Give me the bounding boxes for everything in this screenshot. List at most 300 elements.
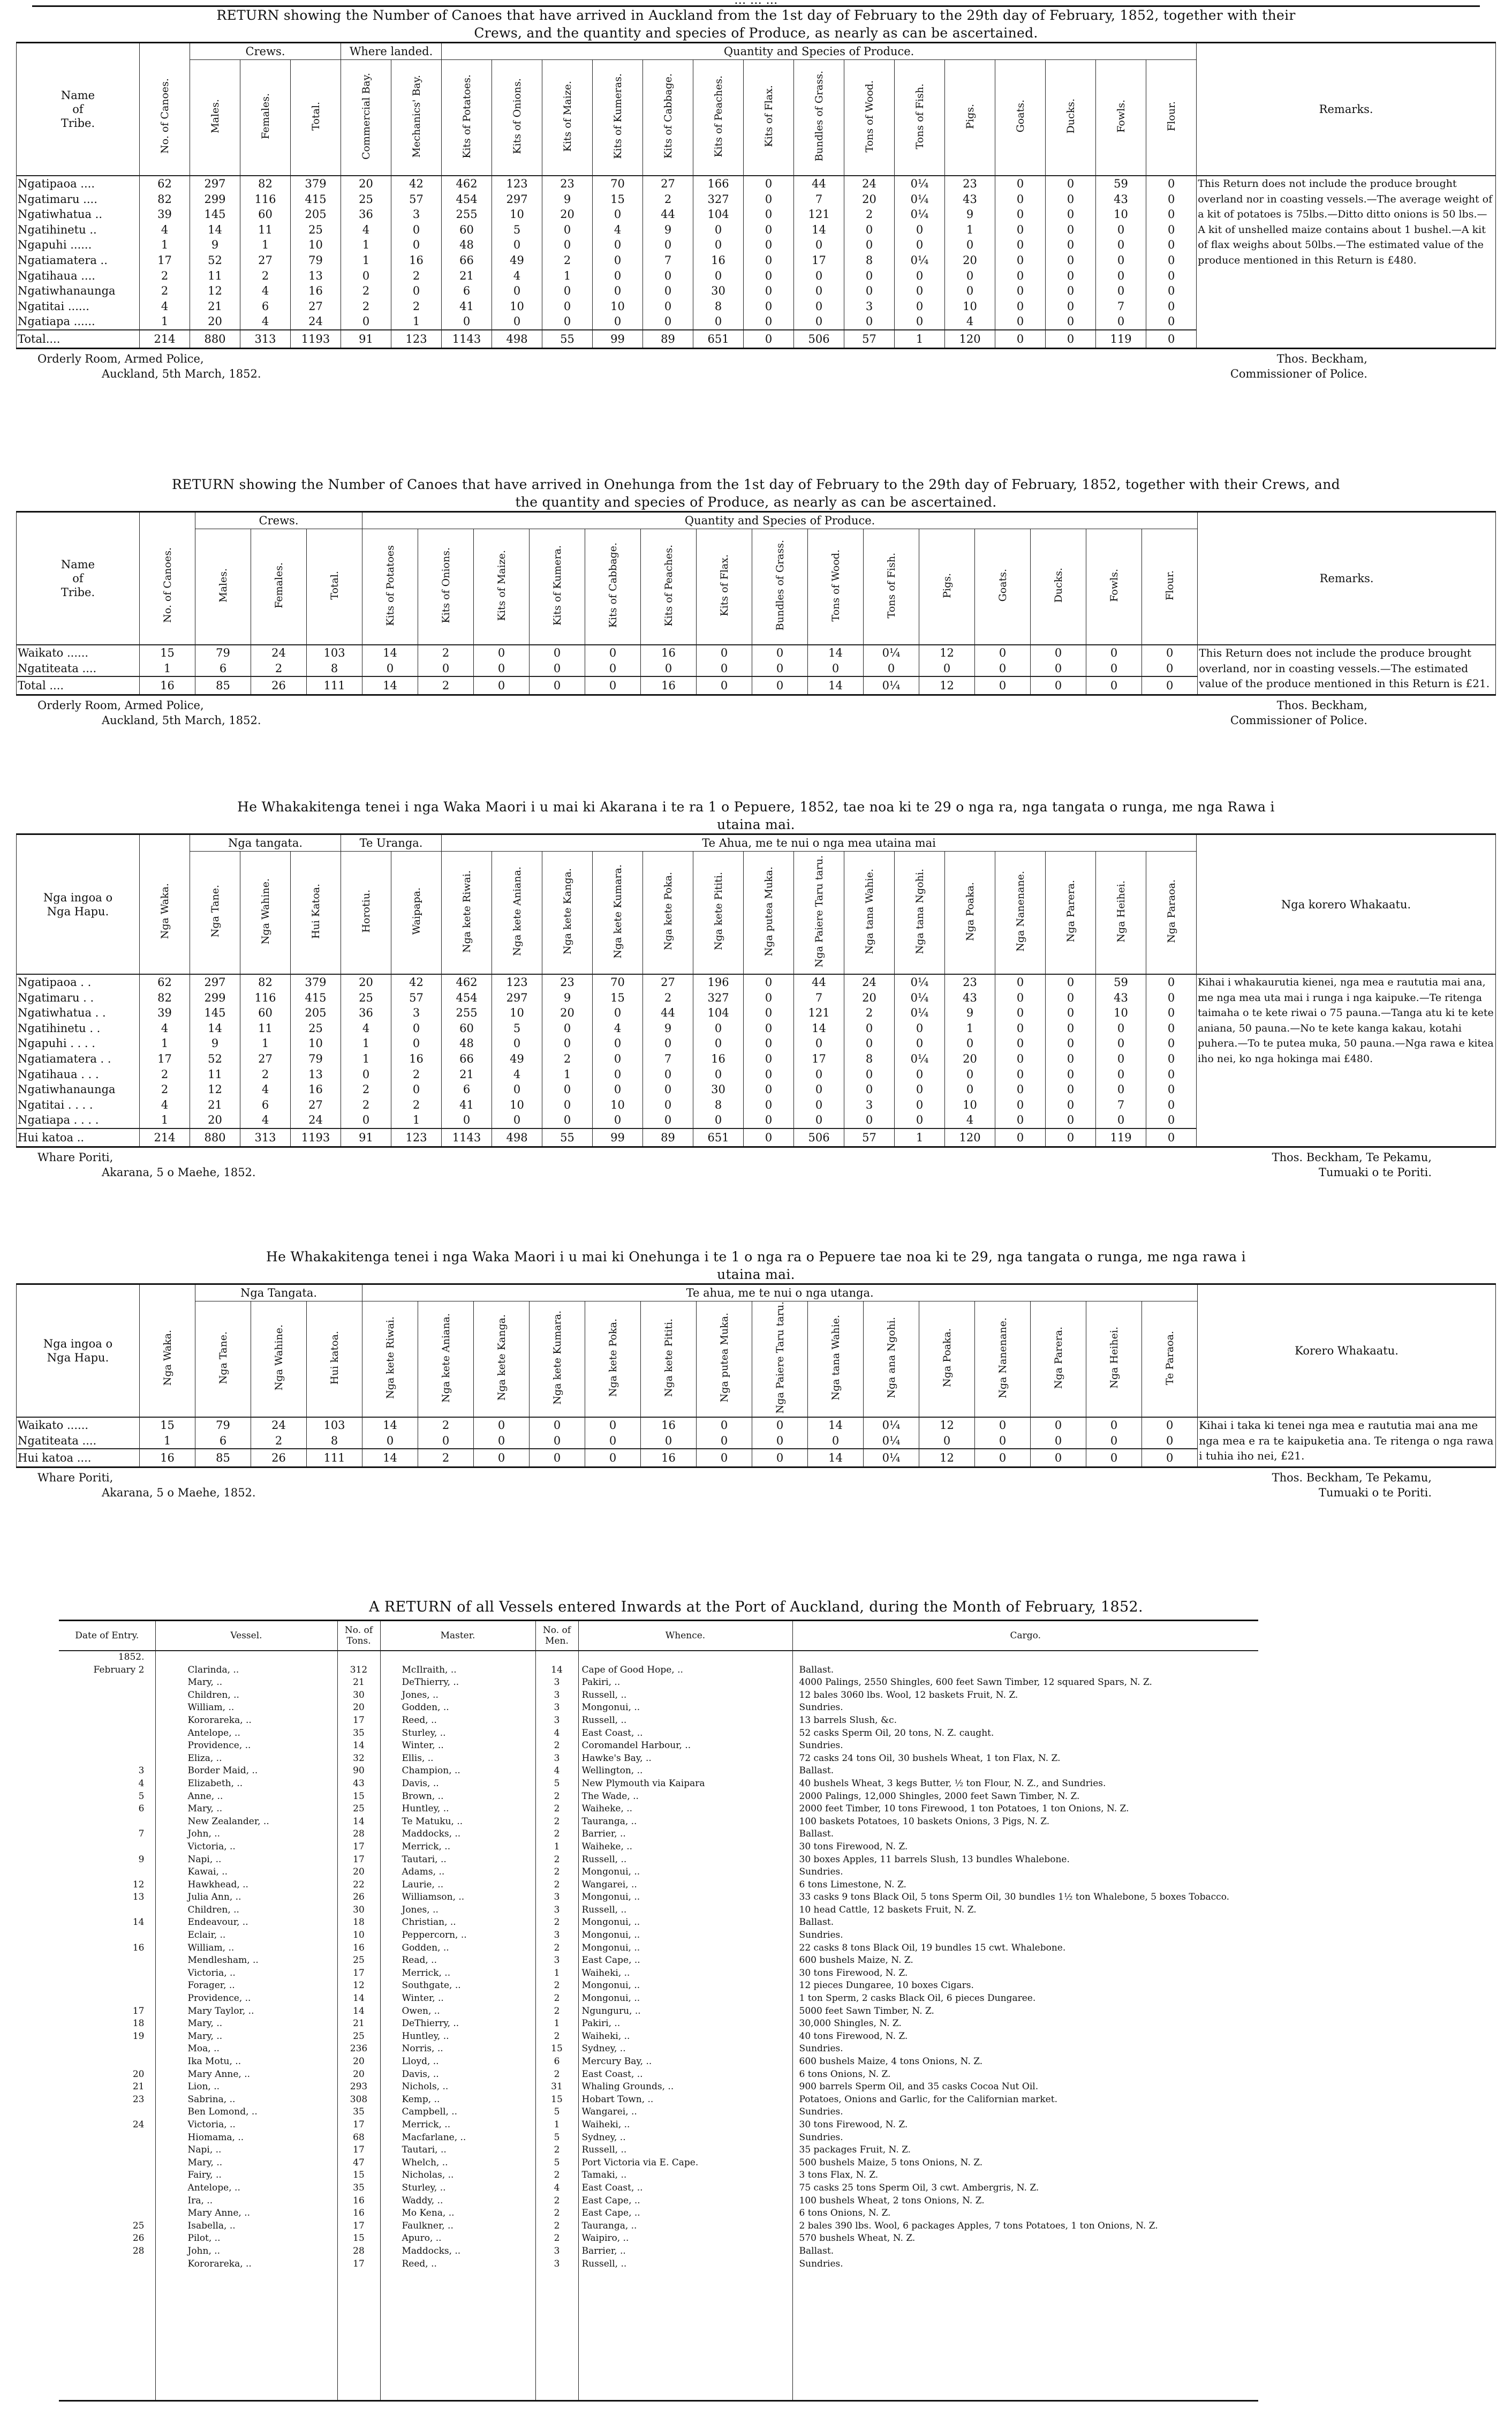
data-column-14: 12 0 [919,645,975,676]
col-header-8 [542,852,593,975]
col-header-label: Bundles of Grass. [774,540,786,631]
total-19: 119 [1096,1128,1146,1147]
total-11: 651 [693,1128,744,1147]
auckland-canoes-table [16,42,1496,349]
total-17: 0 [995,330,1046,349]
col-header-3 [307,1301,362,1418]
data-column-13: 44 7 121 14 0 17 0 0 0 0 [794,974,844,1128]
total-14: 12 [919,676,975,695]
data-column-3: 103 8 [307,1417,362,1449]
spacer-cell [140,1284,195,1301]
col-header-8 [585,529,641,645]
total-0: 16 [140,1449,195,1467]
data-column-10: 27 2 44 9 0 7 0 0 0 0 [643,176,693,330]
total-18: 0 [1046,1128,1096,1147]
total-2: 313 [240,1128,291,1147]
col-header-16 [1031,1301,1086,1418]
data-column-11: 196 327 104 0 0 16 0 30 8 0 [693,974,744,1128]
auckland-return-title [16,6,1496,42]
col-header-0 [140,60,190,176]
footer-signatory: Thos. Beckham, Te Pekamu, [1272,1471,1432,1485]
data-column-16: 23 43 9 1 0 20 0 0 10 4 [945,974,995,1128]
maori-onehunga-return [16,1248,1496,1503]
data-column-3: 103 8 [307,645,362,676]
total-0: 16 [140,676,195,695]
col-header-label: No. of Canoes. [158,78,171,154]
column-masters: McIlraith, .. DeThierry, .. Jones, .. Godden, .. Reed, .. Sturley, .. Winter, .. Ellis, .. Champion, .. Davis, .. Brown, .. Huntley, .. Te Matuku, .. Maddocks, .. Merrick, .. Tautari, .. Adams, .. Laurie, .. Williamson, .. Jones, .. Christian, .. Peppercorn, .. Godden, .. Read, .. Merrick, .. Southgate, .. Winter, .. Owen, .. DeThierry, .. Huntley, .. Norris, .. Lloyd, .. Davis, .. Nichols, .. Kemp, .. Campbell, .. Merrick, .. Macfarlane, .. Tautari, .. Whelch, .. Nicholas, .. Sturley, .. Waddy, .. Mo Kena, .. Faulkner, .. Apuro, .. Maddocks, .. Reed, .. [380,1651,535,2400]
col-header-label: Females. [273,562,285,608]
col-header-label: Kits of Flax. [762,85,775,147]
footer-office: Whare Poriti, [37,1471,114,1485]
col-header-13 [864,529,919,645]
total-5: 123 [391,330,442,349]
col-header-label: Nga kete Riwai. [384,1316,396,1399]
col-header-8 [585,1301,641,1418]
total-19: 119 [1096,330,1146,349]
data-column-17: 0 0 0 0 0 0 0 0 0 0 [995,176,1046,330]
col-header-12 [744,852,794,975]
col-header-label: Nga Waka. [161,1329,173,1386]
col-header-label: Nga Nanenane. [1014,871,1026,952]
data-column-0: 62 82 39 4 1 17 2 2 4 1 [140,974,190,1128]
total-13: 0¼ [864,1449,919,1467]
header-master: Master. [380,1621,535,1651]
total-18: 0 [1142,1449,1198,1467]
col-header-6 [442,852,492,975]
total-label: Total.... [17,330,140,349]
col-header-18 [1142,529,1198,645]
data-column-10: 0 0 [697,645,752,676]
total-10: 0 [697,676,752,695]
total-18: 0 [1142,676,1198,695]
col-header-1 [190,852,240,975]
header-tons: No. of Tons. [337,1621,380,1651]
col-header-9 [641,529,697,645]
col-header-3 [291,60,341,176]
col-header-label: Males. [209,99,221,133]
col-header-label: Nga Waka. [158,883,171,939]
col-name-header: Nga ingoa o Nga Hapu. [17,834,140,975]
col-header-4 [341,60,391,176]
data-column-7: 0 0 [530,1417,585,1449]
col-header-5 [418,1301,474,1418]
total-11: 651 [693,330,744,349]
total-6: 1143 [442,330,492,349]
total-13: 506 [794,1128,844,1147]
col-header-label: Pigs. [964,103,976,129]
col-header-label: Total. [328,571,341,600]
col-header-label: Kits of Cabbage. [607,543,619,628]
total-label: Total .... [17,676,140,695]
col-header-2 [251,1301,307,1418]
total-14: 12 [919,1449,975,1467]
col-header-9 [593,60,643,176]
col-header-11 [693,60,744,176]
col-header-15 [975,529,1031,645]
title-line-2: Crews, and the quantity and species of Produce, as nearly as can be ascertained. [474,25,1038,41]
tribe-names: Waikato ...... Ngatiteata .... [17,645,140,676]
onehunga-canoes-return [16,476,1496,731]
col-header-label: Kits of Peaches. [662,544,675,627]
col-name-header: Name of Tribe. [17,43,140,176]
auckland-return-footer [16,349,1496,385]
total-9: 16 [641,1449,697,1467]
data-column-15: 0¼ 0¼ 0¼ 0 0 0¼ 0 0 0 0 [895,974,945,1128]
data-column-9: 70 15 0 4 0 0 0 0 10 0 [593,176,643,330]
header-men: No. of Men. [535,1621,578,1651]
data-column-6: 462 454 255 60 48 66 21 6 41 0 [442,176,492,330]
group-produce: Te ahua, me te nui o nga utanga. [362,1284,1198,1301]
total-10: 89 [643,330,693,349]
total-1: 880 [190,330,240,349]
col-header-10 [697,1301,752,1418]
col-header-label: Kits of Maize. [561,80,573,152]
total-15: 0 [975,1449,1031,1467]
title-line-1: He Whakakitenga tenei i nga Waka Maori i u mai ki Akarana i te ra 1 o Pepuere, 1852, tae noa ki te 29 o nga ra, nga tangata o runga, me nga Rawa i [237,799,1275,815]
col-header-label: Nga kete Riwai. [460,870,473,953]
onehunga-canoes-table [16,511,1496,696]
col-header-14 [919,529,975,645]
group-crews: Crews. [190,43,341,60]
col-header-label: Nga Wahine. [259,878,271,945]
col-header-label: Flour. [1165,101,1177,131]
col-header-7 [492,60,542,176]
col-header-label: Nga putea Muka. [718,1313,730,1403]
onehunga-return-footer [16,696,1496,731]
total-17: 0 [995,1128,1046,1147]
col-header-4 [341,852,391,975]
col-header-3 [291,852,341,975]
data-column-0: 62 82 39 4 1 17 2 2 4 1 [140,176,190,330]
col-header-16 [1031,529,1086,645]
col-header-label: Nga ana Ngohi. [885,1317,897,1398]
col-header-5 [418,529,474,645]
col-header-1 [195,529,251,645]
data-column-8: 23 9 20 0 0 2 1 0 0 0 [542,176,593,330]
akarana-canoes-table [16,833,1496,1148]
title-line-1: RETURN showing the Number of Canoes that have arrived in Onehunga from the 1st day of February to the 29th day of February, 1852, together with their Crews, and [172,477,1340,492]
total-7: 498 [492,330,542,349]
group-produce: Te Ahua, me te nui o nga mea utaina mai [442,834,1197,852]
data-column-17: 0 0 [1086,645,1142,676]
col-header-label: Mechanics' Bay. [410,74,422,158]
total-16: 120 [945,330,995,349]
total-5: 123 [391,1128,442,1147]
footer-date: Akarana, 5 o Maehe, 1852. [102,1486,256,1500]
col-header-label: Males. [217,568,229,603]
col-header-17 [995,852,1046,975]
col-header-label: Kits of Peaches. [712,75,724,157]
title-line-2: utaina mai. [717,817,795,832]
data-column-3: 379 415 205 25 10 79 13 16 27 24 [291,974,341,1128]
col-header-label: Tons of Fish. [913,83,926,149]
footer-signatory: Thos. Beckham, [1276,699,1367,712]
col-header-label: Nga tana Ngohi. [913,868,926,954]
col-header-label: Fowls. [1115,100,1127,133]
data-column-18: 0 0 0 0 0 0 0 0 0 0 [1046,176,1096,330]
col-header-6 [442,60,492,176]
col-header-20 [1146,60,1197,176]
col-header-2 [240,60,291,176]
col-header-0 [140,529,195,645]
total-8: 55 [542,330,593,349]
col-header-label: Goats. [996,569,1009,602]
data-column-4: 14 0 [362,645,418,676]
total-20: 0 [1146,330,1197,349]
col-header-label: Nga kete Aniana. [511,867,523,956]
data-column-4: 14 0 [362,1417,418,1449]
col-name-header: Name of Tribe. [17,512,140,645]
col-header-7 [530,529,585,645]
data-column-5: 42 57 3 0 0 16 2 0 2 1 [391,974,442,1128]
total-4: 14 [362,1449,418,1467]
total-7: 0 [530,1449,585,1467]
col-header-7 [492,852,542,975]
col-header-label: Nga Paiere Taru taru. [774,1301,786,1414]
total-3: 111 [307,676,362,695]
remarks-text: This Return does not include the produce brought overland nor in coasting vessels.—The average weight of a kit of potatoes is 75lbs.—Ditto ditto onions is 50 lbs.—A kit of unshelled maize contains about 1 bushel.—A kit of flax weighs about 50lbs.—The estimated value of the produce mentioned in this Return is £480. [1197,176,1496,348]
col-header-label: Nga kete Pititi. [662,1318,675,1397]
data-column-16: 0 0 [1031,1417,1086,1449]
spacer-cell [140,834,190,852]
col-header-label: Females. [259,93,271,139]
col-header-14 [919,1301,975,1418]
col-header-label: Kits of Onions. [440,547,452,623]
col-header-label: Nga kete Kumara. [551,1311,563,1405]
col-header-label: Commercial Bay. [360,72,372,160]
col-header-label: Nga Heihei. [1108,1327,1120,1389]
col-header-label: Fowls. [1108,569,1120,602]
data-column-15: 0¼ 0¼ 0¼ 0 0 0¼ 0 0 0 0 [895,176,945,330]
column-whence: Cape of Good Hope, .. Pakiri, .. Russell, .. Mongonui, .. Russell, .. East Coast, .. Coromandel Harbour, .. Hawke's Bay, .. Wellington, .. New Plymouth via Kaipara The Wade, .. Waiheke, .. Tauranga, .. Barrier, .. Waiheke, .. Russell, .. Mongonui, .. Wangarei, .. Mongonui, .. Russell, .. Mongonui, .. Mongonui, .. Mongonui, .. East Cape, .. Waiheki, .. Mongonui, .. Mongonui, .. Ngunguru, .. Pakiri, .. Waiheki, .. Sydney, .. Mercury Bay, .. East Coast, .. Whaling Grounds, .. Hobart Town, .. Wangarei, .. Waiheki, .. Sydney, .. Russell, .. Port Victoria via E. Cape. Tamaki, .. East Coast, .. East Cape, .. East Cape, .. Tauranga, .. Waipiro, .. Barrier, .. Russell, .. [578,1651,792,2400]
footer-title: Tumuaki o te Poriti. [1319,1486,1432,1500]
total-3: 111 [307,1449,362,1467]
col-header-11 [752,529,808,645]
col-header-label: Waipapa. [410,887,422,935]
tribe-names: Ngatipaoa .... Ngatimaru .... Ngatiwhatua .. Ngatihinetu .. Ngapuhi ...... Ngatiamatera .. Ngatihaua .... Ngatiwhanaunga Ngatitai ...... Ngatiapa ...... [17,176,140,330]
col-header-10 [643,852,693,975]
footer-office: Whare Poriti, [37,1150,114,1164]
col-header-17 [1086,1301,1142,1418]
data-column-1: 79 6 [195,1417,251,1449]
col-header-13 [864,1301,919,1418]
data-column-18: 0 0 [1142,645,1198,676]
total-17: 0 [1086,676,1142,695]
header-fragment: … … … [734,0,778,7]
col-header-12 [808,1301,864,1418]
col-header-2 [251,529,307,645]
data-column-4: 20 25 36 4 1 1 0 2 2 0 [341,176,391,330]
col-header-label: Nga Heihei. [1115,880,1127,943]
onehunga-maori-footer [16,1468,1496,1503]
col-remarks-header: Remarks. [1198,512,1496,645]
data-column-11: 166 327 104 0 0 16 0 30 8 0 [693,176,744,330]
title-line-1: He Whakakitenga tenei i nga Waka Maori i u mai ki Onehunga i te 1 o nga ra o Pepuere tae noa ki te 29, nga tangata o runga, me nga rawa i [266,1249,1246,1265]
footer-office: Orderly Room, Armed Police, [37,699,204,712]
data-column-7: 123 297 10 5 0 49 4 0 10 0 [492,176,542,330]
data-column-1: 297 299 145 14 9 52 11 12 21 20 [190,974,240,1128]
col-header-12 [808,529,864,645]
total-12: 14 [808,676,864,695]
col-header-label: Ducks. [1052,568,1064,603]
col-header-0 [140,852,190,975]
data-column-13: 44 7 121 14 0 17 0 0 0 0 [794,176,844,330]
data-column-20: 0 0 0 0 0 0 0 0 0 0 [1146,974,1197,1128]
col-header-11 [693,852,744,975]
col-header-10 [643,60,693,176]
col-header-11 [752,1301,808,1418]
spacer-cell [140,43,190,60]
col-header-label: Nga kete Kanga. [561,868,573,955]
vessels-return [59,1620,1258,2402]
data-column-0: 15 1 [140,1417,195,1449]
data-column-6: 0 0 [474,1417,530,1449]
total-3: 1193 [291,1128,341,1147]
data-column-4: 20 25 36 4 1 1 0 2 2 0 [341,974,391,1128]
total-4: 91 [341,330,391,349]
group-crews: Nga Tangata. [195,1284,362,1301]
col-header-label: Nga kete Aniana. [440,1313,452,1403]
data-column-12: 0 0 0 0 0 0 0 0 0 0 [744,974,794,1128]
footer-date: Auckland, 5th March, 1852. [102,367,261,380]
total-12: 0 [744,330,794,349]
data-column-6: 0 0 [474,645,530,676]
footer-date: Auckland, 5th March, 1852. [102,714,261,727]
col-header-label: Kits of Kumera. [551,545,563,626]
total-14: 57 [844,1128,895,1147]
total-label: Hui katoa .. [17,1128,140,1147]
col-header-13 [794,852,844,975]
col-header-4 [362,529,418,645]
total-8: 0 [585,676,641,695]
total-7: 498 [492,1128,542,1147]
data-column-10: 0 0 [697,1417,752,1449]
col-remarks-header: Korero Whakaatu. [1198,1284,1496,1418]
onehunga-maori-title [16,1248,1496,1283]
total-label: Hui katoa .... [17,1449,140,1467]
total-18: 0 [1046,330,1096,349]
total-17: 0 [1086,1449,1142,1467]
group-landed: Where landed. [341,43,442,60]
col-header-label: Nga kete Kumara. [611,864,624,959]
data-column-8: 0 0 [585,1417,641,1449]
data-column-2: 24 2 [251,1417,307,1449]
data-column-14: 24 20 2 0 0 8 0 0 3 0 [844,974,895,1128]
data-column-14: 12 0 [919,1417,975,1449]
col-header-label: Nga Paraoa. [1165,879,1177,943]
col-header-label: Nga kete Kanga. [495,1314,508,1401]
footer-signatory: Thos. Beckham, [1276,352,1367,365]
group-produce: Quantity and Species of Produce. [362,512,1198,529]
data-column-9: 16 0 [641,645,697,676]
total-5: 2 [418,676,474,695]
data-column-16: 0 0 [1031,645,1086,676]
header-date: Date of Entry. [59,1621,155,1651]
total-5: 2 [418,1449,474,1467]
col-header-label: Kits of Onions. [511,78,523,154]
total-14: 57 [844,330,895,349]
data-column-11: 0 0 [752,645,808,676]
col-header-label: No. of Canoes. [161,547,173,623]
footer-title: Tumuaki o te Poriti. [1319,1165,1432,1179]
col-header-label: Nga Parera. [1064,880,1077,943]
col-header-label: Nga Poaka. [941,1328,953,1387]
col-header-1 [195,1301,251,1418]
tribe-names: Ngatipaoa . . Ngatimaru . . Ngatiwhatua . . Ngatihinetu . . Ngapuhi . . . . Ngatiamatera . . Ngatihaua . . . Ngatiwhanaunga Ngatitai . . . . Ngatiapa . . . . [17,974,140,1128]
col-header-20 [1146,852,1197,975]
col-header-7 [530,1301,585,1418]
col-header-label: Kits of Kumeras. [611,73,624,159]
data-column-7: 123 297 10 5 0 49 4 0 10 0 [492,974,542,1128]
total-8: 0 [585,1449,641,1467]
total-9: 99 [593,330,643,349]
data-column-17: 0 0 [1086,1417,1142,1449]
total-15: 1 [895,1128,945,1147]
col-header-14 [844,852,895,975]
col-header-0 [140,1301,195,1418]
col-header-14 [844,60,895,176]
footer-title: Commissioner of Police. [1230,367,1367,380]
col-header-19 [1096,60,1146,176]
col-header-9 [641,1301,697,1418]
total-9: 99 [593,1128,643,1147]
col-header-label: Nga Parera. [1052,1326,1064,1389]
col-header-label: Tons of Fish. [885,552,897,619]
title-line-2: utaina mai. [717,1267,795,1282]
total-4: 91 [341,1128,391,1147]
data-column-2: 82 116 60 11 1 27 2 4 6 4 [240,974,291,1128]
column-dates: 1852. February 2 3 4 5 6 7 9 12 13 14 16 17 18 19 20 21 23 24 25 26 28 [93,1652,145,2256]
col-header-label: Nga Tane. [209,885,221,938]
spacer-cell [140,512,195,529]
col-header-label: Horotiu. [360,890,372,933]
col-header-8 [542,60,593,176]
total-20: 0 [1146,1128,1197,1147]
title-line-1: RETURN showing the Number of Canoes that have arrived in Auckland from the 1st day of February to the 29th day of February, 1852, together with their [216,7,1296,23]
col-header-label: Goats. [1014,100,1026,133]
header-cargo: Cargo. [792,1621,1258,1651]
data-column-11: 0 0 [752,1417,808,1449]
col-header-label: Pigs. [941,573,953,598]
total-3: 1193 [291,330,341,349]
column-tons: 312 21 30 20 17 35 14 32 90 43 15 25 14 28 17 17 20 22 26 30 18 10 16 25 17 12 14 14 21 25 236 20 20 293 308 35 17 68 17 47 15 35 16 16 17 15 28 17 [337,1651,380,2400]
title-line-2: the quantity and species of Produce, as nearly as can be ascertained. [515,494,997,510]
col-header-label: Te Paraoa. [1163,1330,1176,1385]
data-column-17: 0 0 0 0 0 0 0 0 0 0 [995,974,1046,1128]
col-header-17 [995,60,1046,176]
col-header-label: Kits of Maize. [495,550,508,621]
data-column-18: 0 0 0 0 0 0 0 0 0 0 [1046,974,1096,1128]
group-crews: Nga tangata. [190,834,341,852]
col-header-label: Nga putea Muka. [762,866,775,957]
total-7: 0 [530,676,585,695]
total-11: 0 [752,676,808,695]
data-column-14: 24 20 2 0 0 8 0 0 3 0 [844,176,895,330]
onehunga-maori-table [16,1283,1496,1468]
col-header-9 [593,852,643,975]
col-header-label: Nga Wahine. [273,1324,285,1391]
col-header-label: Bundles of Grass. [813,71,825,162]
col-header-6 [474,529,530,645]
total-8: 55 [542,1128,593,1147]
data-column-18: 0 0 [1142,1417,1198,1449]
col-header-15 [895,60,945,176]
data-column-15: 0 0 [975,1417,1031,1449]
col-header-10 [697,529,752,645]
col-header-label: Kits of Cabbage. [662,73,674,159]
col-header-13 [794,60,844,176]
total-0: 214 [140,1128,190,1147]
